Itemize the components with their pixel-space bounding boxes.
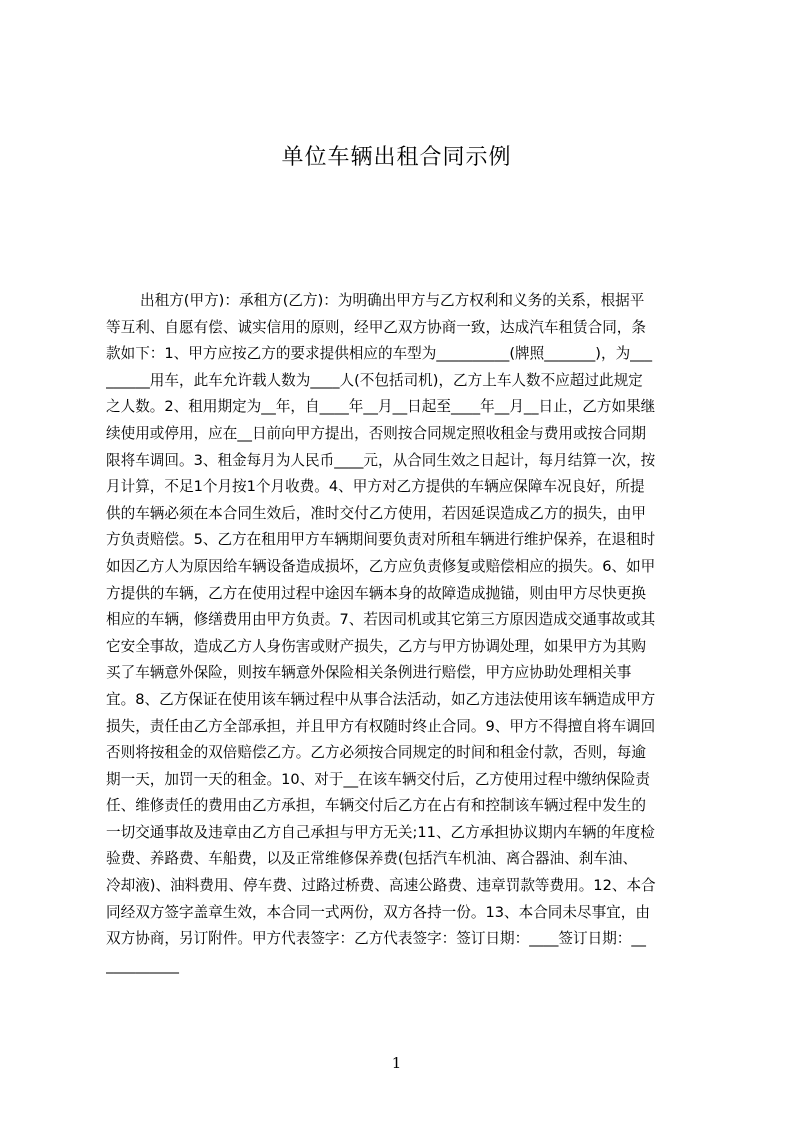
body-line: 方负责赔偿。5、乙方在租用甲方车辆期间要负责对所租车辆进行维护保养，在退租时 <box>106 531 656 549</box>
body-line: 否则将按租金的双倍赔偿乙方。乙方必须按合同规定的时间和租金付款，否则，每逾 <box>106 744 646 762</box>
body-line: 冷却液)、油料费用、停车费、过路过桥费、高速公路费、违章罚款等费用。12、本合 <box>106 877 656 895</box>
body-line: 出租方(甲方)：承租方(乙方)：为明确出甲方与乙方权利和义务的关系，根据平 <box>140 292 645 309</box>
body-line: ______用车，此车允许载人数为____人(不包括司机)，乙方上车人数不应超过此规定 <box>106 371 643 389</box>
body-line: 买了车辆意外保险，则按车辆意外保险相关条例进行赔偿，甲方应协助处理相关事 <box>106 664 632 682</box>
body-line: 双方协商，另订附件。甲方代表签字：乙方代表签字：签订日期：____签订日期：__ <box>106 930 646 948</box>
body-line: 月计算，不足1个月按1个月收费。4、甲方对乙方提供的车辆应保障车况良好，所提 <box>106 478 645 496</box>
body-line: 款如下：1、甲方应按乙方的要求提供相应的车型为__________(牌照_______)，为___ <box>106 345 653 363</box>
body-line: __________ <box>106 956 179 974</box>
body-line: 相应的车辆，修缮费用由甲方负责。7、若因司机或其它第三方原因造成交通事故或其 <box>106 611 656 629</box>
body-line: 任、维修责任的费用由乙方承担，车辆交付后乙方在占有和控制该车辆过程中发生的 <box>106 797 646 815</box>
body-line: 供的车辆必须在本合同生效后，准时交付乙方使用，若因延误造成乙方的损失，由甲 <box>106 504 646 522</box>
body-line: 续使用或停用，应在__日前向甲方提出，否则按合同规定照收租金与费用或按合同期 <box>106 424 646 442</box>
body-line: 期一天，加罚一天的租金。10、对于__在该车辆交付后，乙方使用过程中缴纳保险责 <box>106 770 650 788</box>
body-line: 验费、养路费、车船费，以及正常维修保养费(包括汽车机油、离合器油、刹车油、 <box>106 850 638 868</box>
body-line: 一切交通事故及违章由乙方自己承担与甲方无关;11、乙方承担协议期内车辆的年度检 <box>106 823 655 841</box>
contract-body <box>106 288 698 979</box>
body-line: 同经双方签字盖章生效，本合同一式两份，双方各持一份。13、本合同未尽事宜，由 <box>106 903 650 921</box>
body-line: 等互利、自愿有偿、诚实信用的原则，经甲乙双方协商一致，达成汽车租赁合同，条 <box>106 318 646 336</box>
body-line: 方提供的车辆，乙方在使用过程中途因车辆本身的故障造成抛锚，则由甲方尽快更换 <box>106 584 646 602</box>
body-line: 它安全事故，造成乙方人身伤害或财产损失，乙方与甲方协调处理，如果甲方为其购 <box>106 637 646 655</box>
body-line: 如因乙方人为原因给车辆设备造成损坏，乙方应负责修复或赔偿相应的损失。6、如甲 <box>106 557 656 575</box>
body-line: 限将车调回。3、租金每月为人民币____元，从合同生效之日起计，每月结算一次，按 <box>106 451 656 469</box>
body-line: 之人数。2、租用期定为__年，自____年__月__日起至____年__月__日止，乙方如果继 <box>106 398 656 416</box>
page-number: 1 <box>391 1054 402 1072</box>
body-line: 宜。8、乙方保证在使用该车辆过程中从事合法活动，如乙方违法使用该车辆造成甲方 <box>106 690 656 708</box>
document-title: 单位车辆出租合同示例 <box>281 145 512 170</box>
body-line: 损失，责任由乙方全部承担，并且甲方有权随时终止合同。9、甲方不得擅自将车调回 <box>106 717 656 735</box>
